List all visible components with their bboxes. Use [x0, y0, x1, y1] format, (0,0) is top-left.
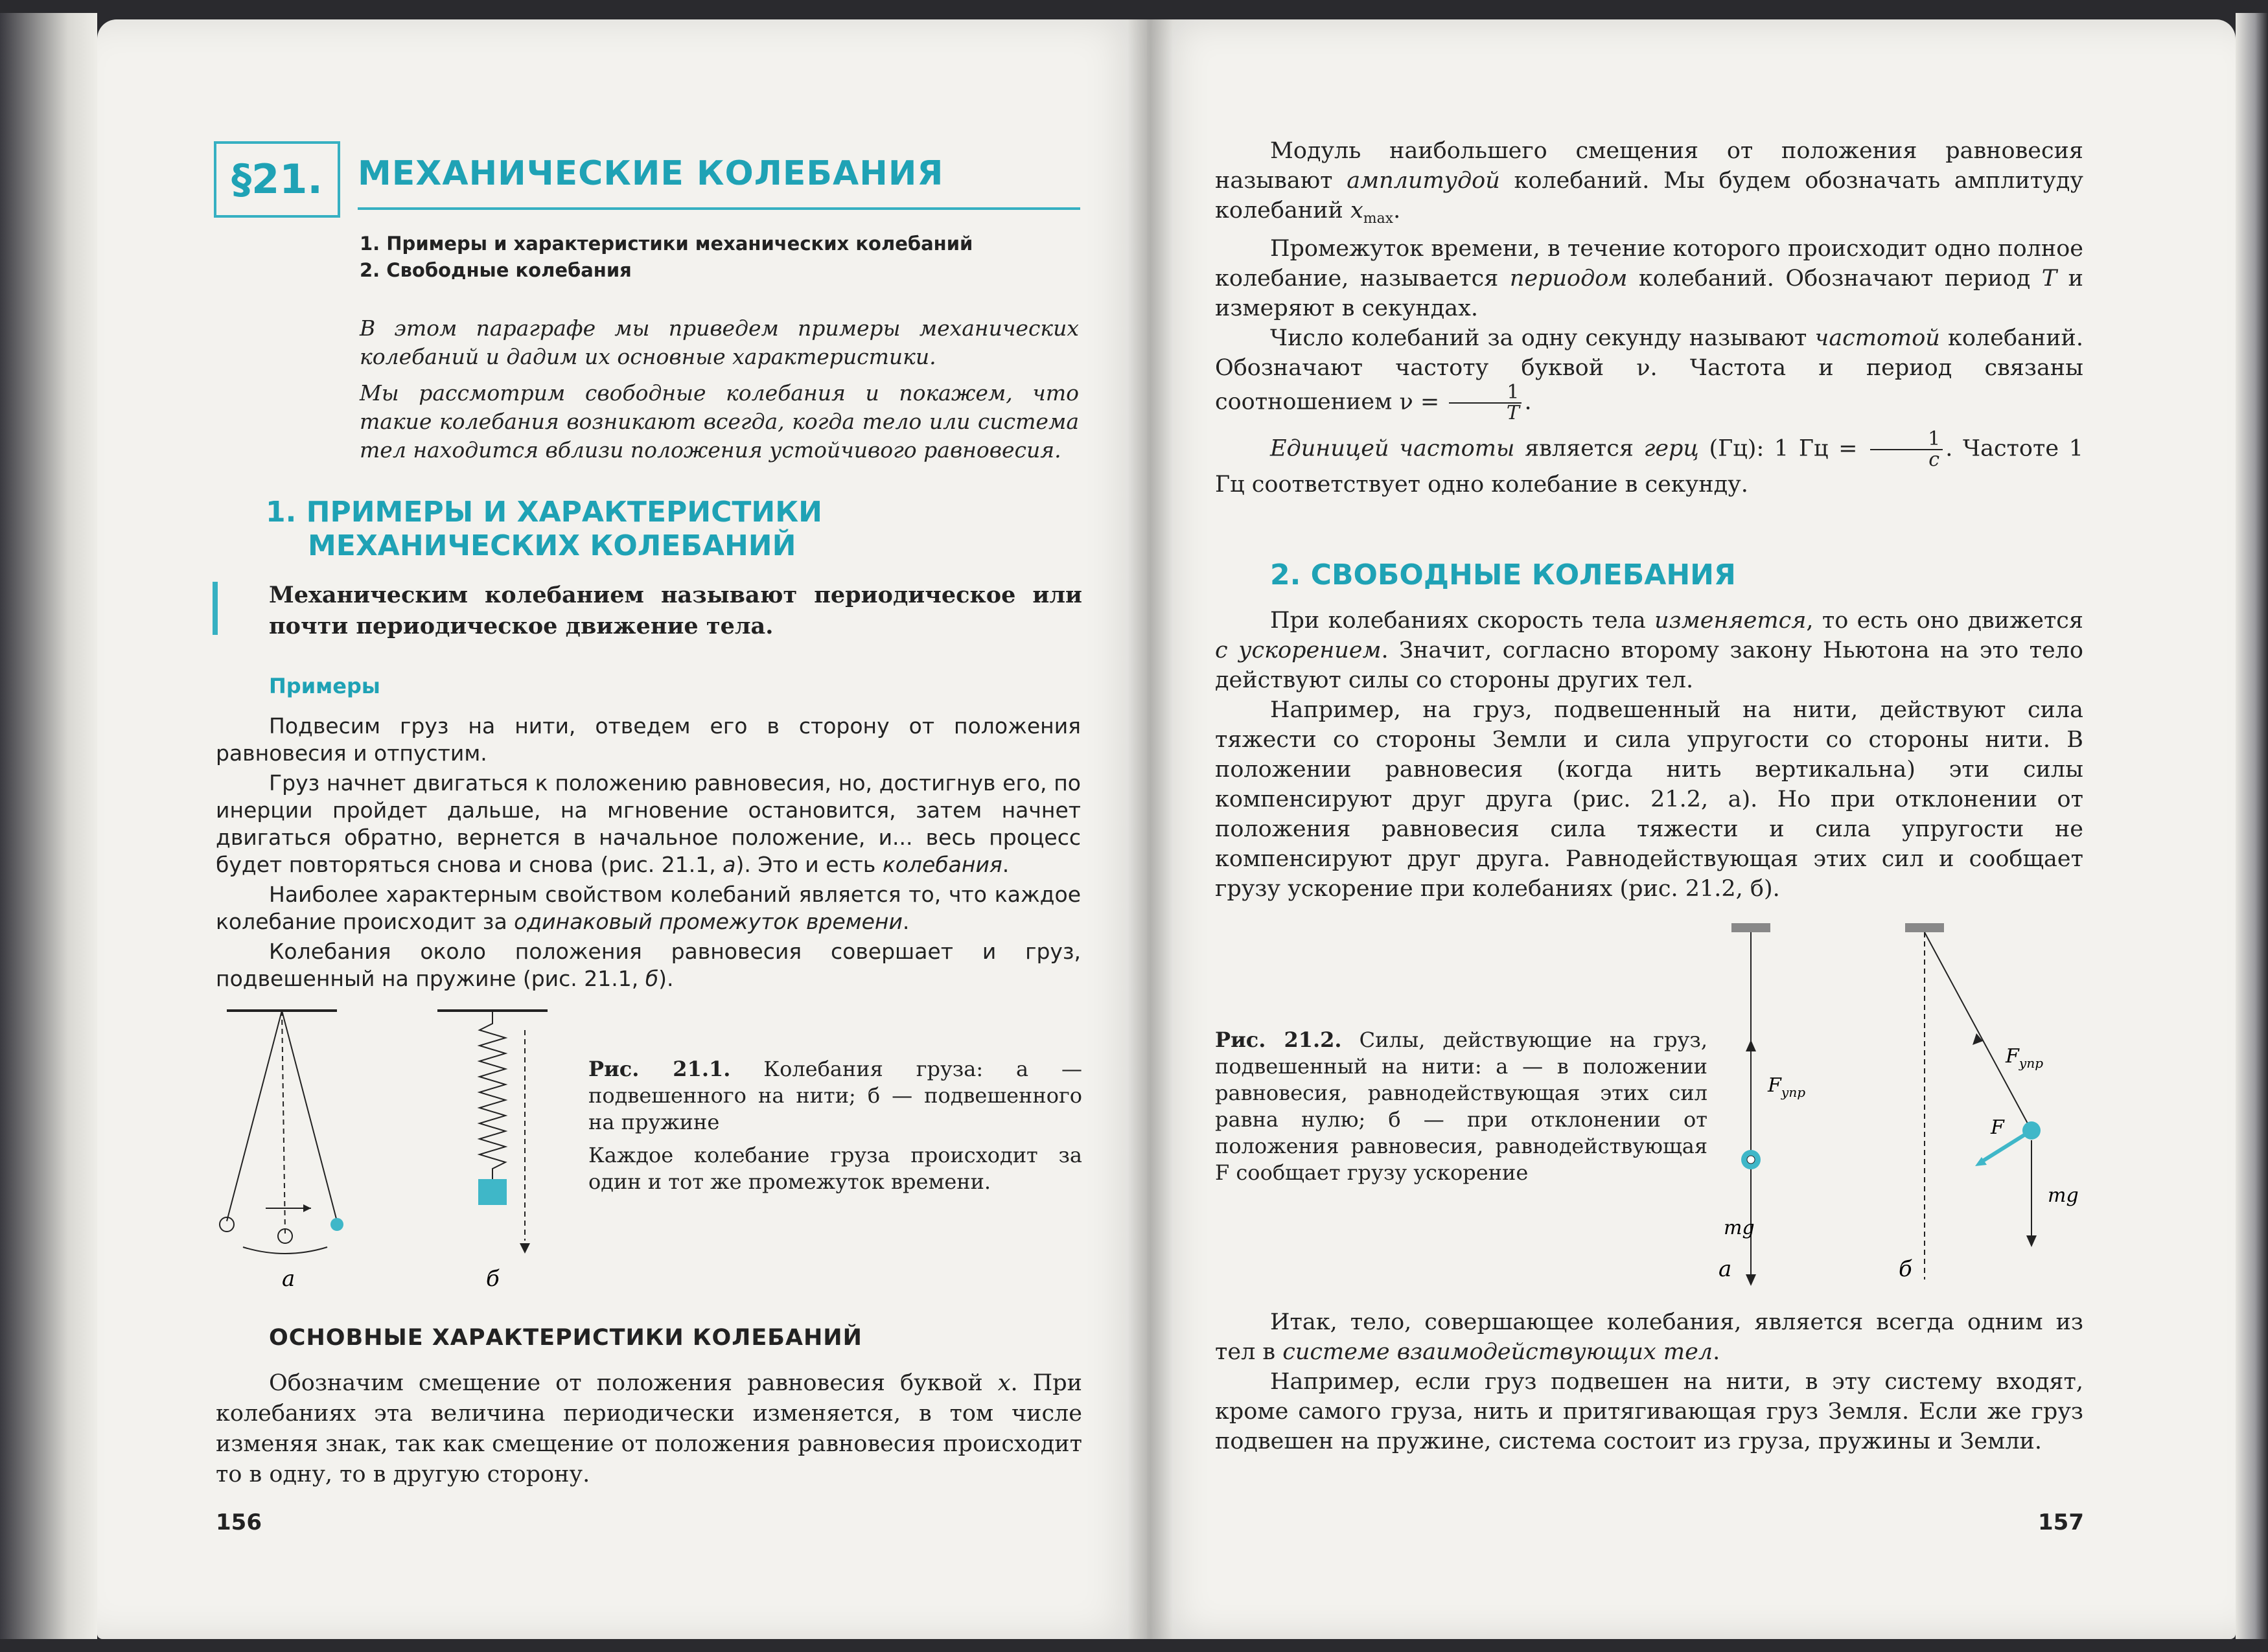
- paragraph-title: МЕХАНИЧЕСКИЕ КОЛЕБАНИЯ: [358, 154, 944, 193]
- svg-text:Fупр: [2005, 1045, 2043, 1071]
- resultant-label: F: [1991, 1116, 2004, 1139]
- examples-heading: Примеры: [269, 674, 380, 698]
- figure-label-b: б: [486, 1266, 500, 1292]
- system-text: [1215, 1307, 2083, 1456]
- figure-21-2-caption: Рис. 21.2. Силы, действующие на груз, подвешенный на нити: а — в положении равновесия, равнодействующая этих сил равна нулю; б — при отклонении от положения равновесия, равнодействующая F сообщает грузу ускорение: [1215, 1027, 1708, 1185]
- definition-marker: [213, 582, 218, 635]
- system-paragraph: Итак, тело, совершающее колебания, является всегда одним из тел в системе взаимодействующих тел.: [1215, 1309, 2083, 1365]
- right-text-top: [1215, 136, 2083, 499]
- section1-heading-line: МЕХАНИЧЕСКИХ КОЛЕБАНИЙ: [308, 529, 796, 562]
- book-edge-left: [0, 13, 97, 1639]
- gravity-label: mg: [2048, 1184, 2079, 1207]
- section-main-characteristics: ОСНОВНЫЕ ХАРАКТЕРИСТИКИ КОЛЕБАНИЙ: [269, 1325, 862, 1351]
- svg-text:Fупр: [1767, 1074, 1805, 1100]
- table-of-contents: [360, 231, 973, 284]
- figure-label-b: б: [1899, 1256, 1912, 1282]
- toc-item: 2. Свободные колебания: [360, 259, 632, 281]
- figure-label-a: а: [282, 1266, 295, 1292]
- free-oscillations-text: [1215, 606, 2083, 904]
- system-paragraph: Например, если груз подвешен на нити, в эту систему входят, кроме самого груза, нить и притягивающая груз Земля. Если же груз подвешен на пружине, система состоит из груза, пружины и Земли.: [1215, 1369, 2083, 1454]
- intro-paragraph: Мы рассмотрим свободные колебания и покажем, что такие колебания возникают всегда, когда тело или система тел находится вблизи положения устойчивого равновесия.: [360, 380, 1079, 463]
- toc-item: 1. Примеры и характеристики механических колебаний: [360, 233, 973, 255]
- examples-paragraph: Подвесим груз на нити, отведем его в сторону от положения равновесия и отпустим.: [216, 713, 1081, 766]
- caption-note: Каждое колебание груза происходит за один и тот же промежуток времени.: [588, 1143, 1082, 1194]
- period-paragraph: Промежуток времени, в течение которого происходит одно полное колебание, называется периодом колебаний. Обозначают период T и измеряют в секундах.: [1215, 236, 2083, 321]
- examples-paragraph: Груз начнет двигаться к положению равновесия, но, достигнув его, по инерции пройдет дальше, на мгновение остановится, затем начнет двигаться обратно, вернется в начальное положение, и... весь процесс будет повторяться снова и снова (рис. 21.1, а). Это и есть колебания.: [216, 770, 1081, 877]
- section1-heading: [266, 496, 822, 563]
- gravity-label: mg: [1724, 1217, 1755, 1239]
- figure-21-1: [214, 998, 577, 1302]
- force-diagram-b: [1899, 923, 2079, 1282]
- title-rule: [358, 207, 1080, 210]
- examples-paragraph: Колебания около положения равновесия совершает и груз, подвешенный на пружине (рис. 21.1, б).: [216, 939, 1081, 991]
- force-label: F: [1768, 1074, 1781, 1097]
- figure-label-a: а: [1718, 1256, 1732, 1282]
- force-diagram-a: [1718, 923, 1805, 1286]
- force-label-sub: упр: [1781, 1084, 1806, 1100]
- section2-heading: 2. СВОБОДНЫЕ КОЛЕБАНИЯ: [1270, 558, 1736, 591]
- figure-21-2: [1711, 917, 2100, 1299]
- book-edge-right: [2236, 13, 2268, 1639]
- free-osc-paragraph: Например, на груз, подвешенный на нити, действуют сила тяжести со стороны Земли и сила упругости со стороны нити. В положении равновесия (когда нить вертикальна) эти силы компенсируют друг друга (рис. 21.2, а). Но при отклонении от положения равновесия сила тяжести и сила упругости не компенсируют друг друга. Равнодействующая этих сил и сообщает грузу ускорение при колебаниях (рис. 21.2, б).: [1215, 697, 2083, 902]
- spring: [437, 1011, 548, 1254]
- main-characteristics-paragraph: Обозначим смещение от положения равновесия буквой x. При колебаниях эта величина периодически изменяется, в том числе изменяя знак, так как смещение от положения равновесия происходит то в одну, то в другую сторону.: [216, 1370, 1082, 1487]
- book-spine: [1128, 19, 1173, 1639]
- section1-heading-line: 1. ПРИМЕРЫ И ХАРАКТЕРИСТИКИ: [266, 496, 822, 529]
- frequency-paragraph: Число колебаний за одну секунду называют частотой колебаний. Обозначают частоту буквой ν. Частота и период связаны соотношением ν = $\frac{1}{T}$ .: [1215, 325, 2083, 424]
- main-characteristics-text: [216, 1368, 1082, 1490]
- force-label: F: [2006, 1045, 2019, 1068]
- paragraph-number: §21.: [214, 141, 340, 218]
- examples-paragraph: Наиболее характерным свойством колебаний является то, что каждое колебание происходит за одинаковый промежуток времени.: [216, 882, 1081, 934]
- page-number-left: 156: [216, 1509, 262, 1535]
- force-label-sub: упр: [2019, 1055, 2044, 1071]
- intro-paragraph: В этом параграфе мы приведем примеры механических колебаний и дадим их основные характеристики.: [360, 315, 1079, 369]
- figure-21-1-caption: [588, 1056, 1082, 1202]
- examples-text: [216, 713, 1081, 995]
- amplitude-paragraph: Модуль наибольшего смещения от положения равновесия называют амплитудой колебаний. Мы будем обозначать амплитуду колебаний $x_{max}$.: [1215, 138, 2083, 227]
- definition: Механическим колебанием называют периодическое или почти периодическое движение тела.: [269, 582, 1082, 639]
- page-number-right: 157: [2038, 1509, 2084, 1535]
- free-osc-paragraph: При колебаниях скорость тела изменяется, то есть оно движется с ускорением. Значит, согласно второму закону Ньютона на это тело действуют силы со стороны других тел.: [1215, 608, 2083, 693]
- caption-text: Рис. 21.1. Колебания груза: а — подвешенного на нити; б — подвешенного на пружине: [588, 1057, 1083, 1134]
- intro: [360, 314, 1079, 472]
- pendulum: [220, 1011, 343, 1254]
- hertz-paragraph: Единицей частоты является герц (Гц): 1 Гц = $\frac{1}{c}$ . Частоте 1 Гц соответствует одно колебание в секунду.: [1215, 428, 2083, 498]
